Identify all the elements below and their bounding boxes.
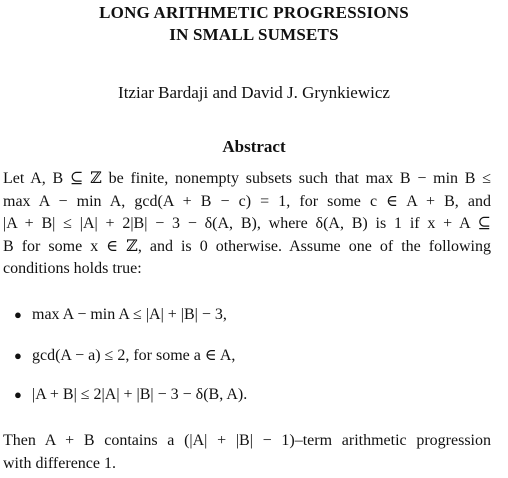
condition-text: max A − min A ≤ |A| + |B| − 3, — [32, 306, 227, 323]
paper-title-line-2: IN SMALL SUMSETS — [169, 25, 339, 44]
condition-item — [14, 384, 247, 406]
conclusion-paragraph — [3, 430, 491, 475]
paper-title-line-1: LONG ARITHMETIC PROGRESSIONS — [99, 3, 409, 22]
abstract-heading: Abstract — [222, 137, 286, 156]
condition-item — [14, 345, 235, 367]
paper-authors: Itziar Bardaji and David J. Grynkiewicz — [118, 83, 390, 102]
bullet-icon: ● — [14, 307, 22, 322]
abstract-line: Let A, B ⊆ ℤ be finite, nonempty subsets such that max B − min B ≤ — [3, 170, 491, 187]
bullet-icon: ● — [14, 348, 22, 363]
abstract-line: B for some x ∈ ℤ, and is 0 otherwise. Assume one of the following — [3, 237, 491, 255]
abstract-line: conditions holds true: — [3, 260, 142, 277]
bullet-icon: ● — [14, 387, 22, 402]
abstract-line: |A + B| ≤ |A| + 2|B| − 3 − δ(A, B), where δ(A, B) is 1 if x + A ⊆ — [3, 215, 491, 232]
condition-text: |A + B| ≤ 2|A| + |B| − 3 − δ(B, A). — [32, 386, 248, 403]
abstract-paragraph — [3, 168, 491, 281]
condition-text: gcd(A − a) ≤ 2, for some a ∈ A, — [32, 347, 236, 364]
conclusion-line: Then A + B contains a (|A| + |B| − 1)–term arithmetic progression — [3, 432, 491, 449]
condition-item — [14, 304, 227, 326]
conclusion-line: with difference 1. — [3, 454, 116, 472]
abstract-line: max A − min A, gcd(A + B − c) = 1, for some c ∈ A + B, and — [3, 192, 491, 210]
